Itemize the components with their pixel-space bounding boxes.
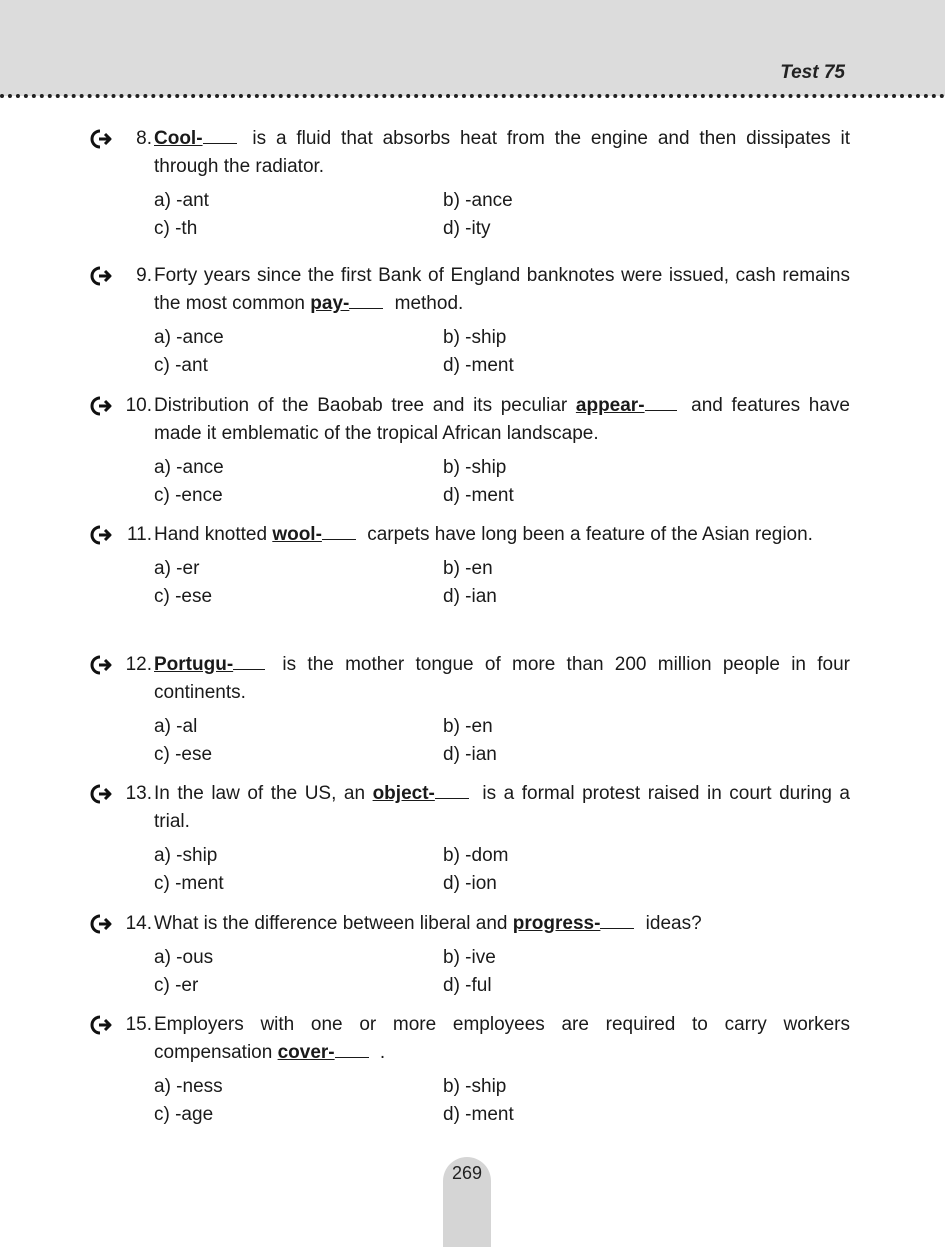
question-number: 10. xyxy=(125,395,152,416)
question-9 xyxy=(90,262,850,380)
option-b[interactable]: b) -ive xyxy=(443,947,496,968)
option-b[interactable]: b) -ship xyxy=(443,1076,507,1097)
option-c[interactable]: c) -ese xyxy=(154,744,213,765)
option-d[interactable]: d) -ity xyxy=(443,218,491,239)
answer-options xyxy=(154,1073,850,1129)
option-d[interactable]: d) -ment xyxy=(443,355,514,376)
option-a[interactable]: a) -er xyxy=(154,558,200,579)
option-b[interactable]: b) -dom xyxy=(443,845,509,866)
option-a[interactable]: a) -ship xyxy=(154,845,218,866)
question-text: Portugu- is the mother tongue of more than 200 million people in four continents. xyxy=(154,651,850,707)
question-11 xyxy=(90,521,850,611)
question-number: 14. xyxy=(125,913,152,934)
arrow-bullet-icon xyxy=(90,1015,112,1035)
question-number: 15. xyxy=(125,1014,152,1035)
option-b[interactable]: b) -ance xyxy=(443,190,513,211)
option-b[interactable]: b) -en xyxy=(443,716,493,737)
option-d[interactable]: d) -ful xyxy=(443,975,492,996)
option-d[interactable]: d) -ian xyxy=(443,586,497,607)
option-b[interactable]: b) -ship xyxy=(443,327,507,348)
option-a[interactable]: a) -ance xyxy=(154,457,224,478)
blank-word: pay- xyxy=(310,293,350,314)
test-label: Test 75 xyxy=(780,62,845,83)
question-12 xyxy=(90,651,850,769)
answer-options xyxy=(154,944,850,1000)
option-c[interactable]: c) -age xyxy=(154,1104,214,1125)
question-text: What is the difference between liberal and progress- ideas? xyxy=(154,910,850,938)
question-text: In the law of the US, an object- is a formal protest raised in court during a trial. xyxy=(154,780,850,836)
question-text: Forty years since the first Bank of England banknotes were issued, cash remains the most common pay- method. xyxy=(154,265,850,314)
page-number: 269 xyxy=(451,1163,483,1183)
option-d[interactable]: d) -ment xyxy=(443,1104,514,1125)
question-text: Employers with one or more employees are required to carry workers compensation cover- . xyxy=(154,1014,850,1063)
option-b[interactable]: b) -ship xyxy=(443,457,507,478)
question-number: 9. xyxy=(136,265,152,286)
question-text: Cool- is a fluid that absorbs heat from the engine and then dissipates it through the radiator. xyxy=(154,125,850,181)
blank-word: appear- xyxy=(575,395,645,416)
question-14 xyxy=(90,910,850,1000)
question-13 xyxy=(90,780,850,898)
option-a[interactable]: a) -al xyxy=(154,716,198,737)
arrow-bullet-icon xyxy=(90,129,112,149)
question-text: Distribution of the Baobab tree and its peculiar appear- and features have made it emblematic of the tropical African landscape. xyxy=(154,392,850,448)
option-a[interactable]: a) -ous xyxy=(154,947,214,968)
answer-options xyxy=(154,454,850,510)
blank-word: wool- xyxy=(272,524,322,545)
answer-options xyxy=(154,555,850,611)
arrow-bullet-icon xyxy=(90,784,112,804)
option-d[interactable]: d) -ment xyxy=(443,485,514,506)
option-d[interactable]: d) -ion xyxy=(443,873,497,894)
answer-options xyxy=(154,713,850,769)
question-number: 13. xyxy=(125,783,152,804)
option-c[interactable]: c) -ment xyxy=(154,873,224,894)
option-c[interactable]: c) -ant xyxy=(154,355,208,376)
question-number: 11. xyxy=(126,524,152,545)
dotted-divider xyxy=(0,94,945,98)
option-a[interactable]: a) -ness xyxy=(154,1076,223,1097)
question-15 xyxy=(90,1011,850,1129)
question-8 xyxy=(90,125,850,243)
option-c[interactable]: c) -ence xyxy=(154,485,223,506)
arrow-bullet-icon xyxy=(90,655,112,675)
answer-options xyxy=(154,187,850,243)
blank-word: Portugu- xyxy=(154,654,234,675)
option-a[interactable]: a) -ance xyxy=(154,327,224,348)
option-c[interactable]: c) -er xyxy=(154,975,199,996)
answer-options xyxy=(154,324,850,380)
blank-word: Cool- xyxy=(154,128,203,149)
blank-word: cover- xyxy=(277,1042,335,1063)
question-number: 8. xyxy=(136,128,152,149)
answer-options xyxy=(154,842,850,898)
arrow-bullet-icon xyxy=(90,525,112,545)
question-number: 12. xyxy=(125,654,152,675)
arrow-bullet-icon xyxy=(90,396,112,416)
blank-word: progress- xyxy=(512,913,601,934)
question-10 xyxy=(90,392,850,510)
arrow-bullet-icon xyxy=(90,266,112,286)
arrow-bullet-icon xyxy=(90,914,112,934)
blank-word: object- xyxy=(372,783,435,804)
option-c[interactable]: c) -th xyxy=(154,218,198,239)
option-c[interactable]: c) -ese xyxy=(154,586,213,607)
option-a[interactable]: a) -ant xyxy=(154,190,209,211)
option-d[interactable]: d) -ian xyxy=(443,744,497,765)
question-text: Hand knotted wool- carpets have long been a feature of the Asian region. xyxy=(154,521,850,549)
option-b[interactable]: b) -en xyxy=(443,558,493,579)
